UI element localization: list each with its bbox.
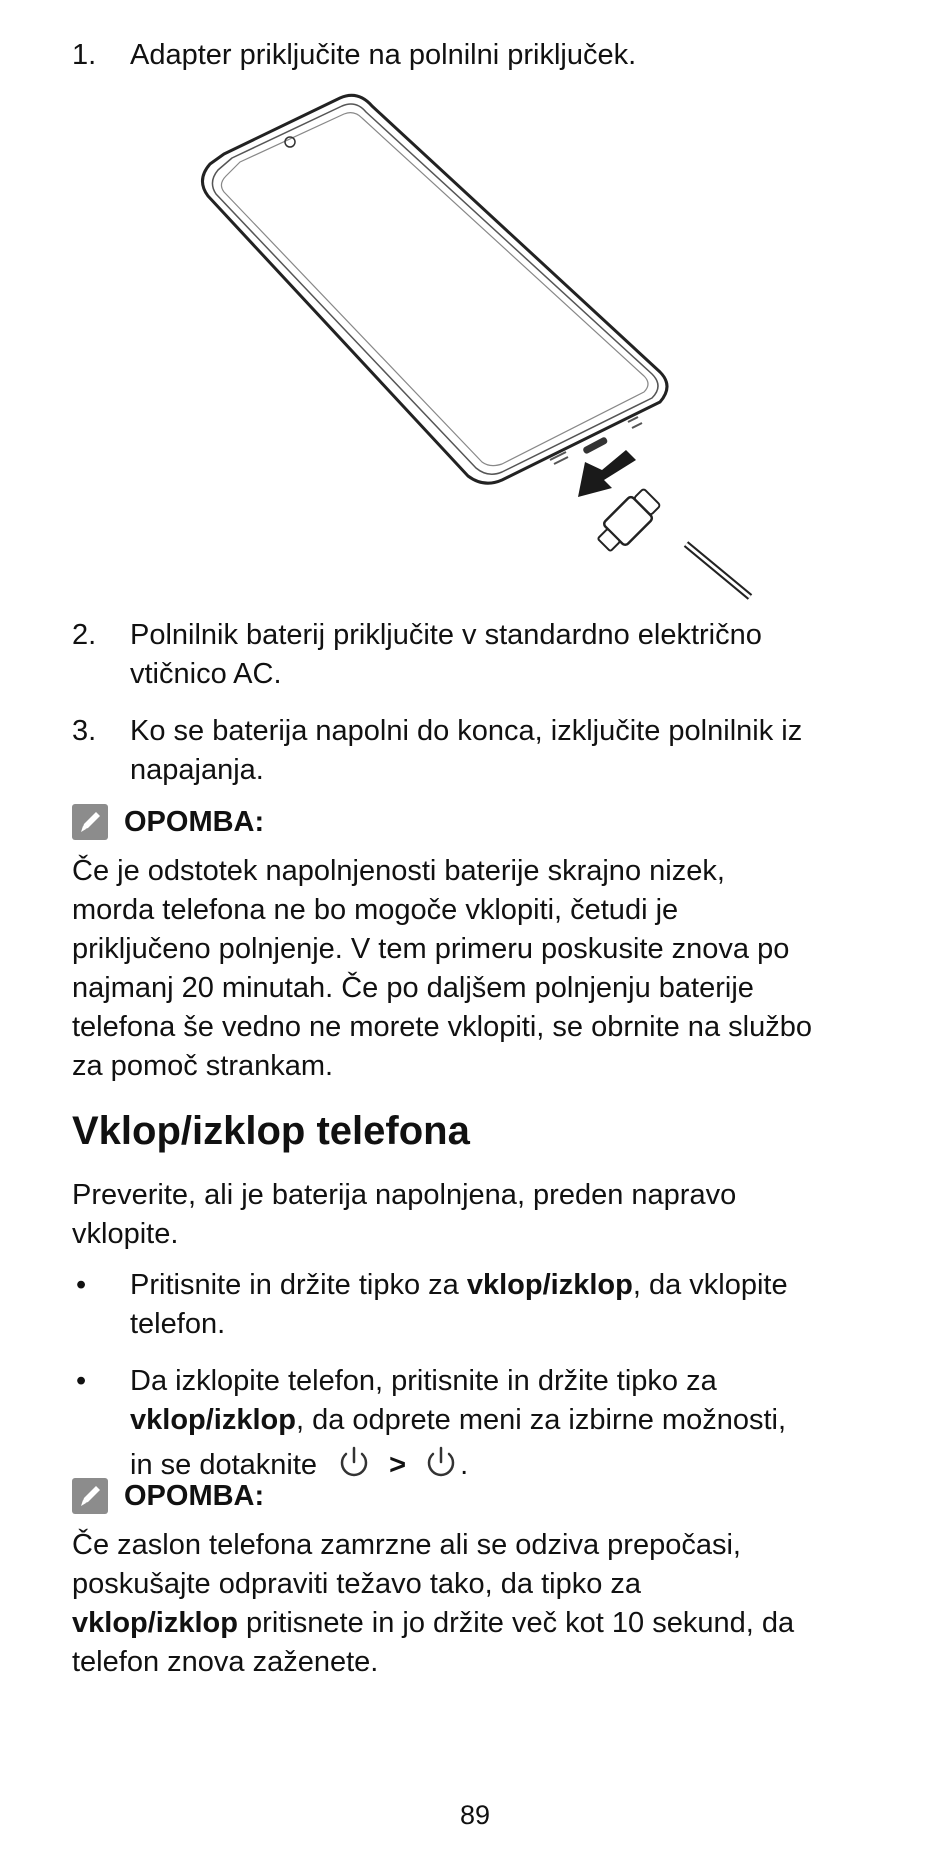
step-3	[72, 712, 892, 790]
step-text	[130, 712, 892, 790]
phone-charging-svg	[190, 92, 770, 602]
text-segment: in se dotaknite	[130, 1449, 318, 1481]
bullet-text	[130, 1362, 892, 1493]
bullet-line	[130, 1266, 892, 1305]
step-number: 3.	[72, 715, 97, 747]
text-segment: , da vklopite	[632, 1269, 788, 1301]
step-text-line: napajanja.	[130, 754, 264, 786]
step-number: 1.	[72, 39, 97, 71]
text-segment: pritisnete in jo držite več kot 10 sekund, da	[237, 1607, 795, 1639]
power-icon	[422, 1444, 460, 1493]
note-label: OPOMBA:	[124, 805, 265, 838]
step-1	[72, 36, 892, 75]
note-text	[72, 1526, 892, 1682]
intro-line: Preverite, ali je baterija napolnjena, preden napravo	[72, 1179, 737, 1211]
bullet-item-power-on	[72, 1266, 892, 1344]
section-heading: Vklop/izklop telefona	[72, 1109, 470, 1153]
step-text	[130, 616, 892, 694]
bullet-text	[130, 1266, 892, 1344]
text-segment: Pritisnite in držite tipko za	[130, 1269, 467, 1301]
note-line: za pomoč strankam.	[72, 1050, 334, 1082]
step-number: 2.	[72, 619, 97, 651]
step-text-line: Ko se baterija napolni do konca, izključite polnilnik iz	[130, 715, 803, 747]
page-number: 89	[459, 1800, 491, 1830]
bullet-line: Da izklopite telefon, pritisnite in držite tipko za	[130, 1365, 717, 1397]
section-intro	[72, 1176, 892, 1254]
bullet-line: telefon.	[130, 1308, 226, 1340]
note-header	[72, 1476, 264, 1516]
text-segment: , da odprete meni za izbirne možnosti,	[295, 1404, 787, 1436]
key-name: vklop/izklop	[466, 1269, 633, 1301]
note-line: Če je odstotek napolnjenosti baterije skrajno nizek,	[72, 855, 725, 887]
phone-charging-illustration	[190, 92, 770, 602]
step-text: Adapter priključite na polnilni priključek.	[130, 39, 637, 71]
pencil-icon	[72, 804, 108, 840]
note-line: Če zaslon telefona zamrzne ali se odziva prepočasi,	[72, 1529, 741, 1561]
intro-line: vklopite.	[72, 1218, 179, 1250]
note-line: telefon znova zaženete.	[72, 1646, 379, 1678]
note-line: najmanj 20 minutah. Če po daljšem polnjenju baterije	[72, 972, 754, 1004]
step-text-line: vtičnico AC.	[130, 658, 282, 690]
key-name: vklop/izklop	[72, 1607, 238, 1639]
note-line: morda telefona ne bo mogoče vklopiti, četudi je	[72, 894, 679, 926]
key-name: vklop/izklop	[130, 1404, 296, 1436]
text-segment: .	[460, 1449, 469, 1481]
step-2	[72, 616, 892, 694]
arrow-icon	[578, 450, 636, 497]
note-line: priključeno polnjenje. V tem primeru poskusite znova po	[72, 933, 790, 965]
bullet-item-power-off	[72, 1362, 892, 1493]
note-line: telefona še vedno ne morete vklopiti, se obrnite na službo	[72, 1011, 812, 1043]
arrow-separator: >	[389, 1449, 407, 1481]
bullet-dot: •	[76, 1365, 87, 1397]
note-text	[72, 852, 892, 1086]
note-line: poskušajte odpraviti težavo tako, da tipko za	[72, 1568, 642, 1600]
note-line	[72, 1604, 892, 1643]
note-label: OPOMBA:	[124, 1479, 265, 1512]
note-header	[72, 802, 264, 842]
usb-c-plug	[593, 486, 664, 557]
bullet-line	[130, 1401, 892, 1440]
pencil-icon	[72, 1478, 108, 1514]
bullet-dot: •	[76, 1269, 87, 1301]
power-icon	[335, 1444, 373, 1493]
step-text-line: Polnilnik baterij priključite v standardno električno	[130, 619, 762, 651]
